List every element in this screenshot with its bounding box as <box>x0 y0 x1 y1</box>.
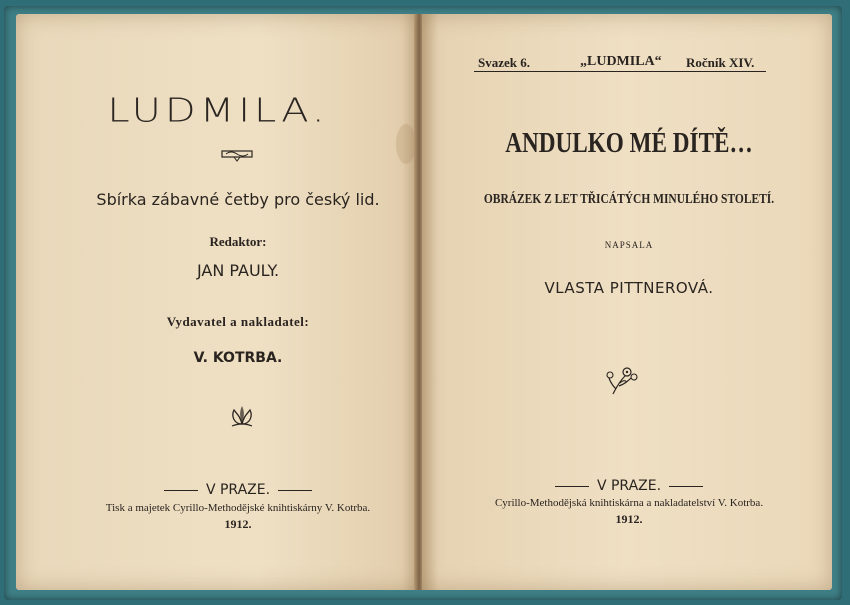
series-logo-title: LUDMILA. <box>107 92 329 130</box>
running-header-title: „LUDMILA“ <box>580 54 662 69</box>
right-year: 1912. <box>615 512 643 526</box>
publisher-name: V. KOTRBA. <box>193 350 283 366</box>
lotus-ornament-icon <box>228 402 256 430</box>
year-volume: Ročník XIV. <box>686 55 755 70</box>
rule-right <box>278 490 312 491</box>
left-imprint: Tisk a majetek Cyrillo-Methodějské knihtiskárny V. Kotrba. <box>105 502 371 514</box>
editor-name: JAN PAULY. <box>196 261 280 280</box>
byline-label: NAPSALA <box>604 240 654 250</box>
editor-label: Redaktor: <box>209 234 267 249</box>
header-rule <box>474 71 766 72</box>
left-city-line <box>18 482 458 498</box>
scroll-ornament-icon <box>220 149 254 163</box>
series-subtitle: Sbírka zábavné četby pro český lid. <box>96 190 380 209</box>
rule-left <box>555 486 589 487</box>
paper-stain <box>396 124 416 164</box>
rule-right <box>669 486 703 487</box>
right-city: V PRAZE. <box>596 478 662 494</box>
flower-sprig-ornament-icon <box>605 362 641 396</box>
left-city: V PRAZE. <box>205 482 271 498</box>
right-city-line <box>424 478 834 494</box>
volume-number: Svazek 6. <box>478 55 530 70</box>
left-year: 1912. <box>224 517 252 531</box>
rule-left <box>164 490 198 491</box>
right-imprint: Cyrillo-Methodějská knihtiskárna a nakladatelství V. Kotrba. <box>494 497 764 509</box>
book-title: ANDULKO MÉ DÍTĚ… <box>505 127 753 159</box>
author-name: VLASTA PITTNEROVÁ. <box>544 279 714 297</box>
publisher-label: Vydavatel a nakladatel: <box>166 314 310 329</box>
book-subtitle: OBRÁZEK Z LET TŘICÁTÝCH MINULÉHO STOLETÍ. <box>483 192 775 207</box>
